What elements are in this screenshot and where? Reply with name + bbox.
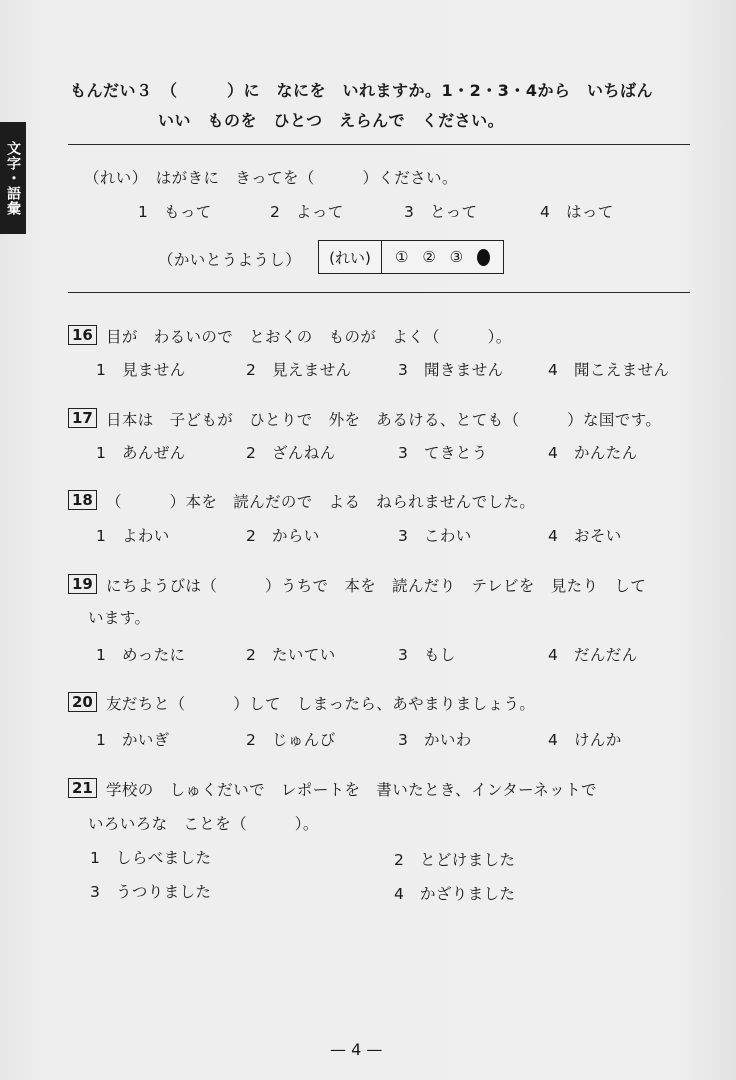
option-text: めったに <box>122 646 186 664</box>
option-text: とって <box>430 203 478 221</box>
option-text: じゅんび <box>272 731 336 749</box>
option-number: 4 <box>548 527 559 545</box>
question-21-text-cont: いろいろな ことを（ ）。 <box>88 815 319 833</box>
q16-option-4 <box>548 358 669 380</box>
option-number: 4 <box>548 731 559 749</box>
q16-option-3 <box>398 358 504 380</box>
option-text: よって <box>296 203 344 221</box>
bubble-1: ① <box>394 248 409 266</box>
q20-option-2 <box>246 728 336 750</box>
question-19-text: にちようびは（ ）うちで 本を 読んだり テレビを 見たり して <box>106 577 647 595</box>
q21-option-2 <box>394 848 515 870</box>
option-text: 見えません <box>272 361 352 379</box>
option-text: からい <box>272 527 320 545</box>
option-number: 2 <box>246 731 257 749</box>
option-text: 見ません <box>122 361 186 379</box>
bubble-4-filled <box>477 249 490 266</box>
q19-option-4 <box>548 643 638 665</box>
option-number: 1 <box>96 361 107 379</box>
instruction-line-1: もんだい３ （ ）に なにを いれますか。1・2・3・4から いちばん <box>70 81 654 100</box>
option-number: 2 <box>270 203 281 221</box>
q17-option-2 <box>246 441 336 463</box>
answer-box-label: (れい) <box>319 241 382 273</box>
option-number: 1 <box>138 203 149 221</box>
option-number: 1 <box>90 849 101 867</box>
q16-option-1 <box>96 358 186 380</box>
option-text: かんたん <box>574 444 638 462</box>
option-number: 3 <box>90 883 101 901</box>
option-text: うつりました <box>116 883 212 901</box>
example-option-2 <box>270 200 344 222</box>
option-text: おそい <box>574 527 622 545</box>
option-text: だんだん <box>574 646 638 664</box>
option-number: 1 <box>96 444 107 462</box>
q18-option-4 <box>548 524 622 546</box>
q19-option-1 <box>96 643 185 665</box>
example-option-4 <box>540 200 614 222</box>
q20-option-4 <box>548 728 622 750</box>
option-text: かいわ <box>424 731 472 749</box>
question-number-16: 16 <box>68 325 97 345</box>
question-number-21: 21 <box>68 778 97 798</box>
option-number: 3 <box>398 444 409 462</box>
option-number: 2 <box>246 444 257 462</box>
option-text: かざりました <box>420 885 516 903</box>
q18-option-2 <box>246 524 320 546</box>
option-number: 3 <box>404 203 415 221</box>
answer-bubbles <box>382 241 503 273</box>
question-18-text: （ ）本を 読んだので よる ねられませんでした。 <box>106 493 536 511</box>
instruction-line-2: いい ものを ひとつ えらんで ください。 <box>158 111 505 130</box>
option-number: 4 <box>548 646 559 664</box>
question-21-text: 学校の しゅくだいで レポートを 書いたとき、インターネットで <box>106 781 597 799</box>
question-16-text: 目が わるいので とおくの ものが よく（ ）。 <box>106 328 512 346</box>
option-number: 3 <box>398 527 409 545</box>
option-number: 4 <box>548 444 559 462</box>
option-text: はって <box>566 203 614 221</box>
option-text: けんか <box>574 731 622 749</box>
option-number: 1 <box>96 731 107 749</box>
option-text: こわい <box>424 527 472 545</box>
option-number: 2 <box>246 646 257 664</box>
page-number: — 4 — <box>330 1040 383 1059</box>
section-tab: 文字・語彙 <box>0 122 26 234</box>
bubble-3: ③ <box>449 248 464 266</box>
option-text: もって <box>164 203 212 221</box>
q20-option-3 <box>398 728 472 750</box>
example-question: （れい） はがきに きってを（ ）ください。 <box>84 169 458 187</box>
example-option-1 <box>138 200 212 222</box>
question-20-text: 友だちと（ ）して しまったら、あやまりましょう。 <box>106 695 536 713</box>
option-text: かいぎ <box>122 731 170 749</box>
top-divider <box>68 144 690 145</box>
q21-option-4 <box>394 882 515 904</box>
example-option-3 <box>404 200 477 222</box>
q19-option-2 <box>246 643 336 665</box>
question-number-18: 18 <box>68 490 97 510</box>
option-text: しらべました <box>116 849 212 867</box>
bubble-2: ② <box>422 248 436 266</box>
option-number: 3 <box>398 646 409 664</box>
option-number: 3 <box>398 361 409 379</box>
question-number-19: 19 <box>68 574 97 594</box>
option-text: よわい <box>122 527 170 545</box>
option-text: 聞きません <box>424 361 504 379</box>
question-19-text-cont: います。 <box>88 609 151 627</box>
q18-option-1 <box>96 524 170 546</box>
option-text: とどけました <box>420 851 516 869</box>
option-text: もし <box>424 646 456 664</box>
q21-option-1 <box>90 846 211 868</box>
answer-sheet-sample <box>318 240 504 274</box>
option-number: 2 <box>246 361 257 379</box>
option-number: 2 <box>394 851 405 869</box>
q17-option-4 <box>548 441 638 463</box>
q21-option-3 <box>90 880 211 902</box>
option-number: 3 <box>398 731 409 749</box>
option-text: 聞こえません <box>574 361 670 379</box>
option-number: 2 <box>246 527 257 545</box>
option-text: たいてい <box>272 646 336 664</box>
option-number: 4 <box>548 361 559 379</box>
q16-option-2 <box>246 358 352 380</box>
option-number: 4 <box>540 203 551 221</box>
option-text: ざんねん <box>272 444 336 462</box>
q17-option-3 <box>398 441 488 463</box>
option-number: 1 <box>96 646 107 664</box>
q17-option-1 <box>96 441 186 463</box>
question-number-20: 20 <box>68 692 97 712</box>
option-number: 4 <box>394 885 405 903</box>
answer-sheet-label: （かいとうようし） <box>158 251 302 269</box>
q20-option-1 <box>96 728 170 750</box>
q18-option-3 <box>398 524 472 546</box>
question-number-17: 17 <box>68 408 97 428</box>
bottom-divider <box>68 292 690 293</box>
question-17-text: 日本は 子どもが ひとりで 外を あるける、とても（ ）な国です。 <box>106 411 662 429</box>
q19-option-3 <box>398 643 456 665</box>
option-number: 1 <box>96 527 107 545</box>
option-text: てきとう <box>424 444 488 462</box>
option-text: あんぜん <box>122 444 186 462</box>
